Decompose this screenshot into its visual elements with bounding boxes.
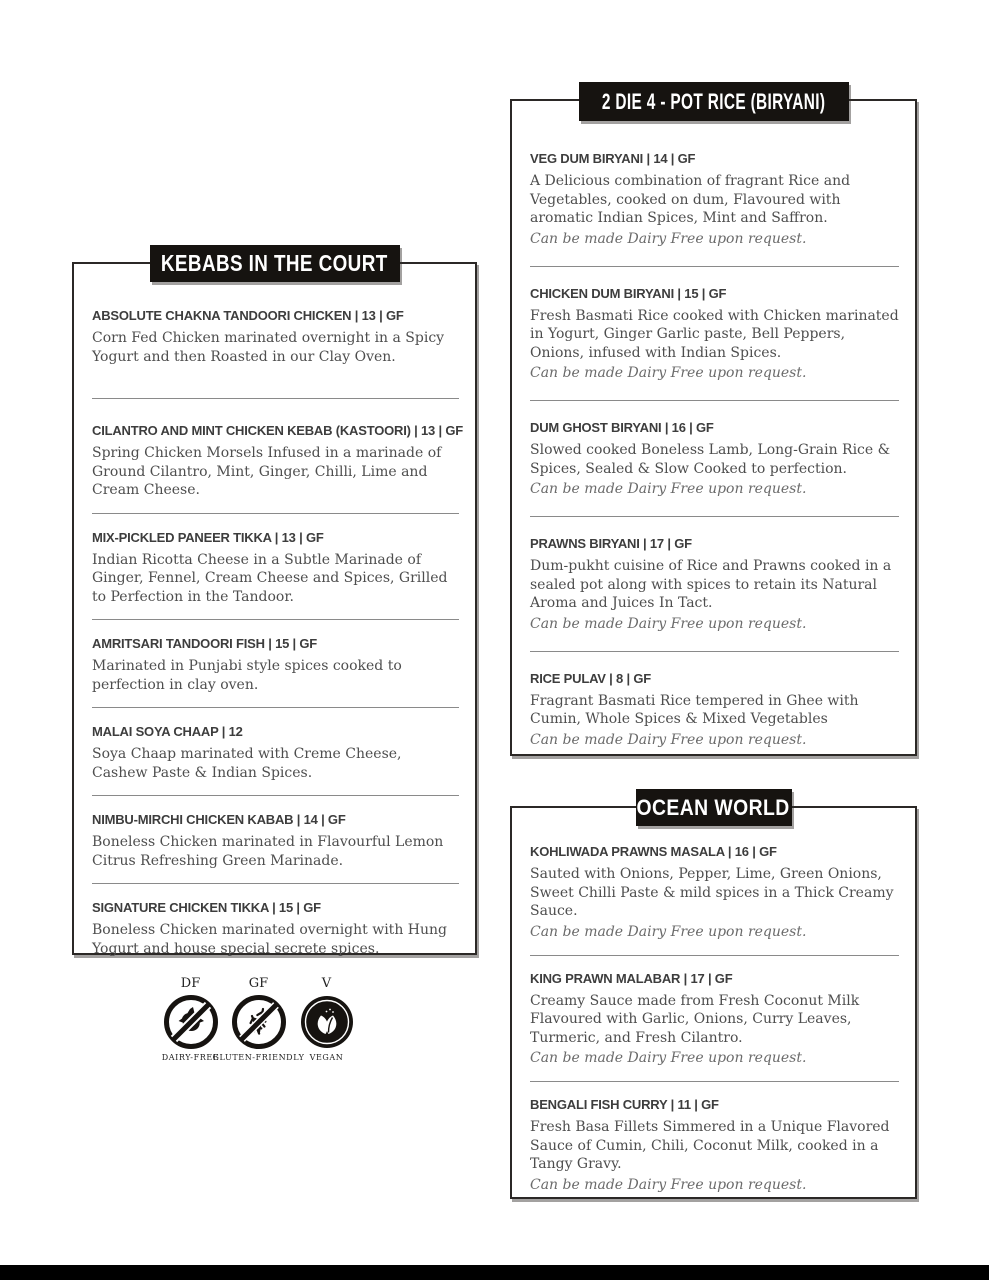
menu-item (92, 530, 459, 607)
divider (530, 516, 899, 517)
section-header-biryani (579, 82, 849, 121)
divider (92, 883, 459, 884)
gluten-friendly-icon (231, 994, 287, 1050)
menu-item-description: Slowed cooked Boneless Lamb, Long-Grain Rice & Spices, Sealed & Slow Cooked to perfection. (530, 442, 891, 477)
divider (92, 619, 459, 620)
legend-code: GF (248, 976, 269, 991)
menu-item-description: A Delicious combination of fragrant Rice and Vegetables, cooked on dum, Flavoured with aromatic Indian Spices, Mint and Saffron. (530, 173, 851, 226)
section-header-kebabs (150, 245, 400, 282)
menu-item-title: KOHLIWADA PRAWNS MASALA | 16 | GF (530, 844, 777, 859)
menu-item-description: Dum-pukht cuisine of Rice and Prawns cooked in a sealed pot along with spices to retain its Natural Aroma and Juices In Tact. (530, 558, 892, 611)
legend-label: VEGAN (309, 1053, 344, 1062)
dairy-free-icon (163, 994, 219, 1050)
legend-code: V (321, 976, 332, 991)
menu-item-description: Spring Chicken Morsels Infused in a marinade of Ground Cilantro, Mint, Ginger, Chilli, Lime and Cream Cheese. (92, 445, 442, 498)
section-kebabs-in-the-court (72, 250, 477, 957)
dairy-free-note: Can be made Dairy Free upon request. (530, 615, 807, 632)
divider (530, 400, 899, 401)
menu-item-description: Fragrant Basmati Rice tempered in Ghee with Cumin, Whole Spices & Mixed Vegetables (530, 692, 859, 727)
menu-item-description: Marinated in Punjabi style spices cooked to perfection in clay oven. (92, 658, 402, 693)
menu-item-title: CHICKEN DUM BIRYANI | 15 | GF (530, 285, 727, 301)
dairy-free-note: Can be made Dairy Free upon request. (530, 481, 807, 497)
dairy-free-note: Can be made Dairy Free upon request. (530, 923, 807, 940)
dietary-legend (157, 976, 360, 1062)
dairy-free-note: Can be made Dairy Free upon request. (530, 1176, 807, 1193)
section-ocean-world (510, 794, 917, 1199)
menu-item-description: Boneless Chicken marinated in Flavourful Lemon Citrus Refreshing Green Marinade. (92, 834, 444, 869)
menu-item (530, 971, 899, 1069)
menu-item (92, 636, 459, 694)
divider (530, 1081, 899, 1082)
section-pot-rice-biryani (510, 88, 917, 756)
menu-item (530, 420, 899, 499)
divider (530, 651, 899, 652)
menu-item (530, 151, 899, 249)
section-title: OCEAN WORLD (636, 794, 791, 820)
menu-item-title: NIMBU-MIRCHI CHICKEN KABAB | 14 | GF (92, 812, 346, 827)
menu-item-title: KING PRAWN MALABAR | 17 | GF (530, 970, 733, 986)
divider (530, 955, 899, 956)
menu-item-description: Fresh Basa Fillets Simmered in a Unique Flavored Sauce of Cumin, Chili, Coconut Milk, cooked in a Tangy Gravy. (530, 1119, 890, 1172)
menu-item (92, 423, 463, 500)
menu-item-title: SIGNATURE CHICKEN TIKKA | 15 | GF (92, 900, 321, 915)
menu-item-description: Indian Ricotta Cheese in a Subtle Marinade of Ginger, Fennel, Cream Cheese and Spices, Grilled to Perfection in the Tandoor. (92, 551, 448, 605)
dairy-free-note: Can be made Dairy Free upon request. (530, 1050, 807, 1066)
menu-item (530, 536, 899, 634)
menu-item (530, 844, 899, 942)
menu-item-title: ABSOLUTE CHAKNA TANDOORI CHICKEN | 13 | GF (92, 308, 404, 323)
dairy-free-note: Can be made Dairy Free upon request. (530, 365, 807, 381)
menu-item-description: Creamy Sauce made from Fresh Coconut Milk Flavoured with Garlic, Onions, Curry Leaves, Turmeric, and Fresh Cilantro. (530, 992, 860, 1046)
section-title: KEBABS IN THE COURT (161, 250, 388, 276)
legend-label: GLUTEN-FRIENDLY (212, 1053, 305, 1062)
legend-label: DAIRY-FREE (161, 1053, 220, 1062)
menu-item-title: RICE PULAV | 8 | GF (530, 670, 651, 686)
menu-item-title: BENGALI FISH CURRY | 11 | GF (530, 1097, 719, 1112)
divider (92, 707, 459, 708)
menu-item-description: Soya Chaap marinated with Creme Cheese, Cashew Paste & Indian Spices. (92, 746, 402, 781)
menu-item (530, 671, 899, 750)
divider (92, 398, 459, 399)
menu-item-title: MIX-PICKLED PANEER TIKKA | 13 | GF (92, 529, 324, 545)
legend-item-gluten-friendly (212, 976, 305, 1062)
menu-item (92, 308, 459, 366)
divider (92, 795, 459, 796)
menu-item (92, 724, 459, 782)
legend-item-dairy-free (157, 976, 224, 1062)
menu-item-title: DUM GHOST BIRYANI | 16 | GF (530, 420, 714, 435)
menu-item (92, 900, 459, 958)
menu-item-description: Sauted with Onions, Pepper, Lime, Green Onions, Sweet Chilli Paste & mild spices in a Thick Creamy Sauce. (530, 866, 894, 919)
menu-item-title: PRAWNS BIRYANI | 17 | GF (530, 536, 692, 551)
divider (530, 266, 899, 267)
menu-item (530, 286, 899, 384)
section-header-ocean (636, 789, 792, 826)
menu-item-title: MALAI SOYA CHAAP | 12 (92, 724, 243, 739)
menu-item-description: Fresh Basmati Rice cooked with Chicken marinated in Yogurt, Ginger Garlic paste, Bell Peppers, Onions, infused with Indian Spices. (530, 307, 899, 361)
footer-bar (0, 1265, 989, 1280)
vegan-icon (299, 994, 355, 1050)
legend-code: DF (180, 976, 201, 991)
menu-item (530, 1097, 899, 1195)
menu-item-title: AMRITSARI TANDOORI FISH | 15 | GF (92, 636, 318, 651)
menu-item-title: CILANTRO AND MINT CHICKEN KEBAB (KASTOORI) | 13 | GF (92, 423, 463, 438)
dairy-free-note: Can be made Dairy Free upon request. (530, 230, 807, 247)
menu-item-description: Boneless Chicken marinated overnight with Hung Yogurt and house special secrete spices. (92, 922, 447, 957)
legend-item-vegan (293, 976, 360, 1062)
menu-item (92, 812, 459, 870)
section-title: 2 DIE 4 - POT RICE (BIRYANI) (601, 88, 826, 114)
divider (92, 513, 459, 514)
menu-item-description: Corn Fed Chicken marinated overnight in a Spicy Yogurt and then Roasted in our Clay Oven. (92, 330, 445, 365)
dairy-free-note: Can be made Dairy Free upon request. (530, 731, 807, 748)
menu-item-title: VEG DUM BIRYANI | 14 | GF (530, 151, 696, 166)
